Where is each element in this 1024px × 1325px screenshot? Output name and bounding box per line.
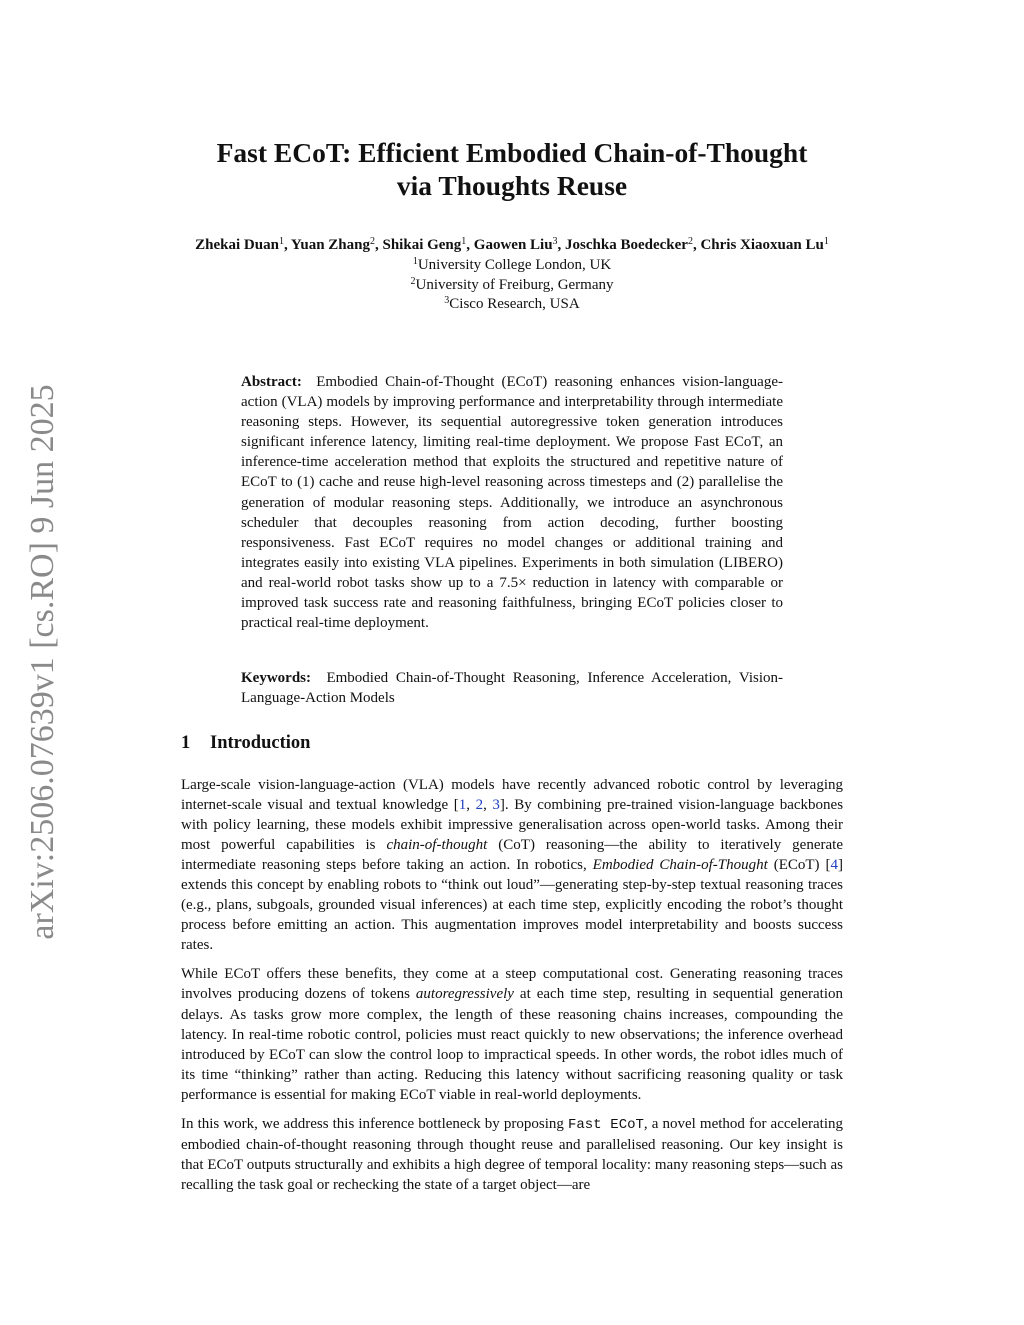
paragraph-text: While ECoT offers these benefits, they come at a steep computational cost. Generating reasoning traces involves producing dozens of tokens [181,966,843,1003]
abstract-label: Abstract: [241,374,302,390]
abstract-block [241,372,783,633]
author-name: Zhekai Duan [195,237,279,253]
paragraph-text: In this work, we address this inference bottleneck by proposing [181,1115,568,1132]
citation-link[interactable]: 1 [458,797,467,814]
affiliation-mark: 2 [410,275,416,287]
keywords-label: Keywords: [241,670,311,686]
paragraph-text: (CoT) reasoning—the ability to iteratively generate intermediate reasoning steps before taking an action. In robotics, [181,837,843,874]
introduction-body [181,775,843,1204]
section-heading [181,733,310,754]
author-name: Yuan Zhang [290,237,370,253]
citation-link[interactable]: 3 [492,797,500,814]
section-title: Introduction [210,733,311,753]
affiliation-item [0,276,1024,296]
title-line-1: Fast ECoT: Efficient Embodied Chain-of-Thought [216,137,808,168]
author-name: Chris Xiaoxuan Lu [700,237,824,253]
method-name-code: Fast ECoT [567,1116,644,1133]
keywords-text: Embodied Chain-of-Thought Reasoning, Inference Acceleration, Vision-Language-Action Models [241,670,783,707]
paragraph-2 [181,964,843,1104]
section-number: 1 [181,733,191,753]
title-line-2: via Thoughts Reuse [396,170,628,201]
author-affiliation-mark: 1 [461,236,467,247]
paper-title [0,136,1024,202]
emphasis-text: autoregressively [415,986,514,1003]
affiliation-item [0,256,1024,276]
author-list: Zhekai Duan$^1$, Yuan Zhang$^2$, Shikai Geng$^1$, Gaowen Liu$^3$, Joschka Boedecker$^2$, Chris Xiaoxuan Lu$^1$ [195,236,829,253]
author-name: Joschka Boedecker [565,237,688,253]
author-affiliation-mark: 3 [552,236,558,247]
author-name: Gaowen Liu [473,237,553,253]
author-affiliation-mark: 2 [370,236,375,247]
keywords-block [241,668,783,708]
citation-link[interactable]: 4 [830,857,838,874]
paragraph-text: (ECoT) [ [767,857,831,874]
emphasis-text: Embodied Chain-of-Thought [592,857,768,874]
paragraph-1 [181,775,843,955]
affiliation-text: University of Freiburg, Germany [415,276,614,293]
emphasis-text: chain-of-thought [386,837,488,854]
affiliation-list [0,256,1024,315]
paragraph-text: ] extends this concept by enabling robots to “think out loud”—generating step-by-step textual reasoning traces (e.g., plans, subgoals, grounded visual inferences) at each time step, explicitly encoding the robot’s thought process before emitting an action. This augmentation improves model interpretability and boosts success rates. [181,857,843,954]
affiliation-text: University College London, UK [417,257,612,273]
citation-separator: , [483,797,493,814]
citation-link[interactable]: 2 [475,797,484,814]
paragraph-text: , a novel method for accelerating embodied chain-of-thought reasoning through thought reuse and parallelised reasoning. Our key insight is that ECoT outputs structurally and exhibits a high degree of temporal locality: many reasoning steps—such as recalling the task goal or rechecking the state of a target object—are [181,1115,843,1193]
author-affiliation-mark: 2 [687,236,693,247]
arxiv-identifier-stamp: arXiv:2506.07639v1 [cs.RO] 9 Jun 2025 [24,384,61,940]
author-affiliation-mark: 1 [823,236,829,247]
paragraph-3 [181,1114,843,1195]
abstract-text: Embodied Chain-of-Thought (ECoT) reasoning enhances vision-language-action (VLA) models by improving performance and interpretability through intermediate reasoning steps. However, its sequential autoregressive token generation introduces significant inference latency, limiting real-time deployment. We propose Fast ECoT, an inference-time acceleration method that exploits the structured and repetitive nature of ECoT to (1) cache and reuse high-level reasoning across timesteps and (2) parallelise the generation of modular reasoning steps. Additionally, we introduce an asynchronous scheduler that decouples reasoning from action decoding, further boosting responsiveness. Fast ECoT requires no model changes or additional training and integrates easily into existing VLA pipelines. Experiments in both simulation (LIBERO) and real-world robot tasks show up to a 7.5× reduction in latency with comparable or improved task success rate and reasoning faithfulness, bringing ECoT policies closer to practical real-time deployment. [241,374,783,632]
author-affiliation-mark: 1 [278,236,284,247]
citation-separator: , [466,797,476,814]
author-name: Shikai Geng [382,237,462,253]
affiliation-mark: 1 [412,256,418,267]
affiliation-text: Cisco Research, USA [449,296,580,312]
paragraph-text: at each time step, resulting in sequential generation delays. As tasks grow more complex, the length of these reasoning chains increases, compounding the latency. In real-time robotic control, policies must react quickly to new observations; the inference overhead introduced by ECoT can slow the control loop to impractical speeds. In other words, the robot idles much of its time “thinking” rather than acting. Reducing this latency without sacrificing reasoning quality or task performance is essential for making ECoT viable in real-world deployments. [181,986,843,1103]
paragraph-text: ]. By combining pre-trained vision-language backbones with policy learning, these models exhibit impressive generalisation across open-world tasks. Among their most powerful capabilities is [181,797,844,854]
affiliation-mark: 3 [444,295,450,306]
affiliation-item [0,295,1024,315]
paragraph-text: Large-scale vision-language-action (VLA) models have recently advanced robotic control by leveraging internet-scale visual and textual knowledge [ [181,777,843,814]
